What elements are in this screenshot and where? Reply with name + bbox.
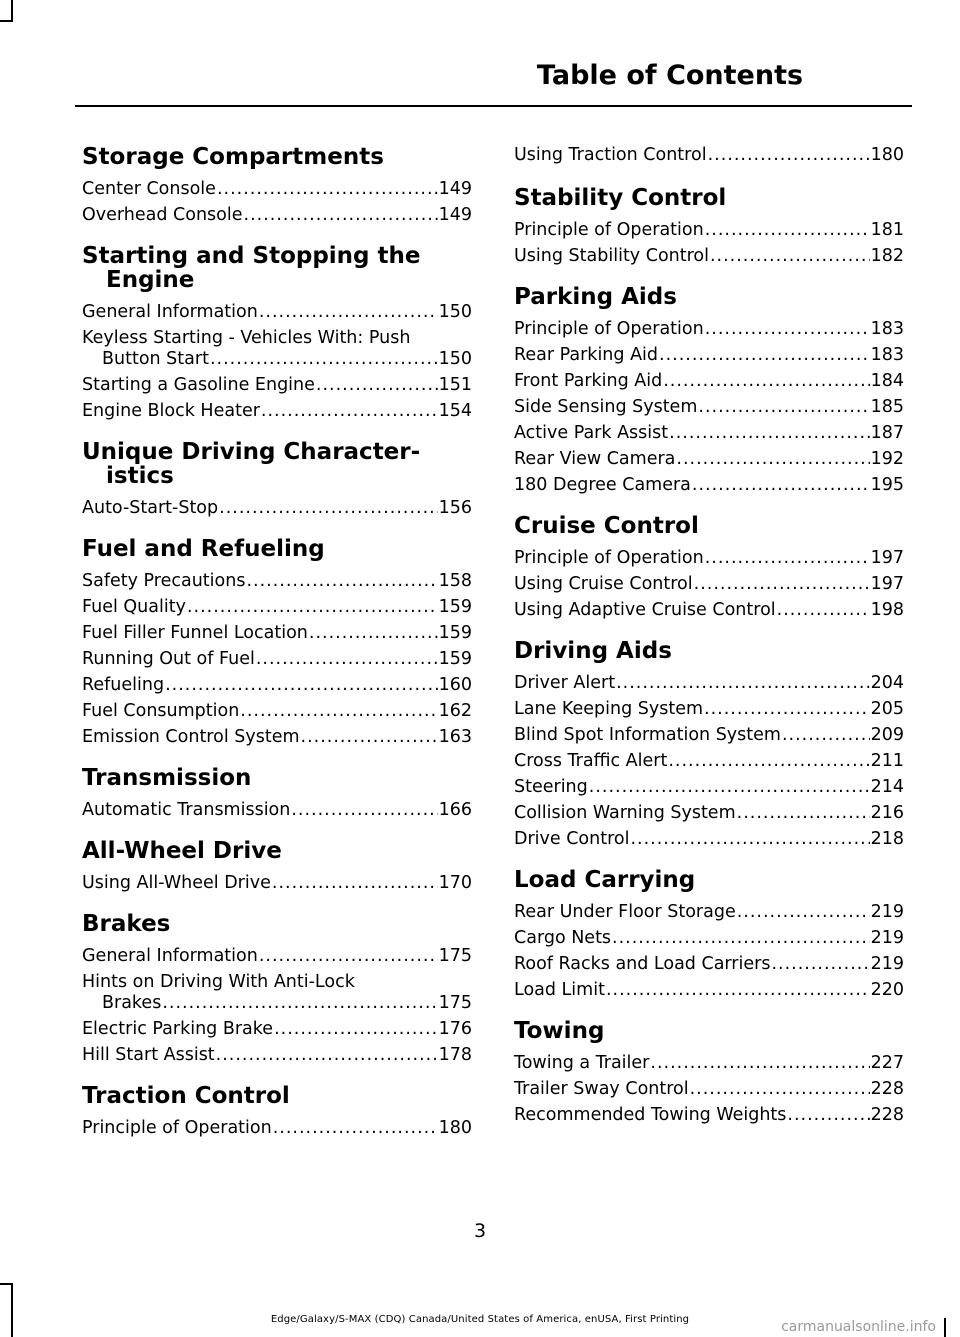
crop-mark-bottom-left-v	[11, 1283, 13, 1337]
toc-entry[interactable]	[82, 597, 472, 618]
leader-dots	[705, 220, 870, 241]
page-title: Table of Contents	[536, 60, 804, 91]
toc-entry-label: Center Console	[82, 179, 216, 199]
toc-section-title[interactable]: Storage Compartments	[82, 144, 384, 170]
leader-dots	[659, 345, 870, 366]
toc-entry-page: 195	[870, 475, 904, 495]
leader-dots	[630, 829, 869, 850]
toc-entry-label: Safety Precautions	[82, 571, 246, 591]
toc-entry-page: 204	[870, 673, 904, 693]
leader-dots	[606, 980, 870, 1001]
toc-section-title[interactable]: All-Wheel Drive	[82, 838, 282, 864]
leader-dots	[705, 548, 870, 569]
toc-entry[interactable]	[514, 423, 904, 444]
crop-mark-top-left-h	[0, 20, 13, 22]
leader-dots	[291, 800, 437, 821]
toc-entry-label: Roof Racks and Load Carriers	[514, 954, 771, 974]
leader-dots	[782, 725, 870, 746]
toc-entry-page: 162	[438, 701, 472, 721]
toc-entry-label: Fuel Quality	[82, 597, 186, 617]
toc-entry-label: Side Sensing System	[514, 397, 698, 417]
toc-entry-label: Principle of Operation	[514, 548, 704, 568]
toc-entry[interactable]	[514, 145, 904, 166]
toc-entry[interactable]	[82, 701, 472, 722]
toc-section-title[interactable]: Unique Driving Character-istics	[82, 439, 421, 489]
leader-dots	[737, 902, 870, 923]
leader-dots	[676, 449, 869, 470]
toc-entry-page: 178	[438, 1045, 472, 1065]
toc-entry[interactable]	[82, 800, 472, 821]
toc-entry-page: 156	[438, 498, 472, 518]
toc-entry-label: Rear Parking Aid	[514, 345, 659, 365]
toc-entry-label: Front Parking Aid	[514, 371, 663, 391]
toc-entry-label: 180 Degree Camera	[514, 475, 691, 495]
toc-entry-label: Driver Alert	[514, 673, 616, 693]
toc-entry-label: Collision Warning System	[514, 803, 736, 823]
toc-entry[interactable]	[82, 972, 472, 1014]
toc-entry-label: Emission Control System	[82, 727, 300, 747]
toc-entry-page: 175	[438, 946, 472, 966]
toc-section-title[interactable]: Driving Aids	[514, 638, 672, 664]
toc-entry-label: Hints on Driving With Anti-Lock	[82, 972, 355, 992]
toc-entry-page: 180	[870, 145, 904, 165]
toc-entry-label: Running Out of Fuel	[82, 649, 255, 669]
toc-entry-label: Recommended Towing Weights	[514, 1105, 787, 1125]
toc-entry-page: 176	[438, 1019, 472, 1039]
toc-entry-label: Engine Block Heater	[82, 401, 260, 421]
toc-entry-label: Principle of Operation	[514, 220, 704, 240]
toc-entry-label: General Information	[82, 946, 258, 966]
leader-dots	[705, 319, 870, 340]
toc-section-title[interactable]: Transmission	[82, 765, 252, 791]
toc-entry-label: Electric Parking Brake	[82, 1019, 274, 1039]
toc-entry-page: 197	[870, 548, 904, 568]
toc-section-title[interactable]: Brakes	[82, 911, 171, 937]
toc-section	[82, 766, 472, 821]
toc-entry-page: 219	[870, 902, 904, 922]
toc-entry[interactable]	[82, 873, 472, 894]
toc-section	[514, 868, 904, 1001]
toc-entry-page: 184	[870, 371, 904, 391]
toc-entry[interactable]	[514, 220, 904, 241]
leader-dots	[187, 597, 438, 618]
toc-entry-label: Active Park Assist	[514, 423, 669, 443]
toc-entry[interactable]	[82, 302, 472, 323]
toc-entry-page: 170	[438, 873, 472, 893]
toc-entry[interactable]	[514, 928, 904, 949]
toc-entry-page: 181	[870, 220, 904, 240]
toc-entry[interactable]	[514, 345, 904, 366]
leader-dots	[256, 649, 438, 670]
leader-dots	[650, 1053, 869, 1074]
toc-entry-label: Lane Keeping System	[514, 699, 704, 719]
toc-entry[interactable]	[82, 328, 472, 370]
toc-entry-page: 214	[870, 777, 904, 797]
toc-section	[514, 514, 904, 621]
toc-entry-label: Trailer Sway Control	[514, 1079, 689, 1099]
crop-mark-top-left-v	[11, 0, 13, 22]
leader-dots	[274, 1019, 438, 1040]
leader-dots	[261, 401, 438, 422]
toc-entry[interactable]	[514, 777, 904, 798]
leader-dots	[316, 375, 438, 396]
toc-entry-page: 150	[438, 302, 472, 322]
toc-entry-label: Using All-Wheel Drive	[82, 873, 271, 893]
toc-entry-page: 228	[870, 1079, 904, 1099]
toc-entry-label: Using Adaptive Cruise Control	[514, 600, 776, 620]
toc-section-title[interactable]: Load Carrying	[514, 867, 696, 893]
leader-dots	[216, 1045, 438, 1066]
toc-section-title[interactable]: Towing	[514, 1018, 605, 1044]
toc-section-title[interactable]: Traction Control	[82, 1083, 290, 1109]
leader-dots	[309, 623, 438, 644]
page-header	[0, 60, 960, 91]
toc-section-title[interactable]: Parking Aids	[514, 284, 677, 310]
toc-entry-page: 227	[870, 1053, 904, 1073]
toc-entry[interactable]	[82, 946, 472, 967]
leader-dots	[771, 954, 869, 975]
toc-entry-page: 180	[438, 1118, 472, 1138]
toc-entry[interactable]	[514, 600, 904, 621]
toc-entry[interactable]	[82, 727, 472, 748]
leader-dots	[704, 699, 870, 720]
leader-dots	[710, 246, 870, 267]
toc-entry[interactable]	[514, 475, 904, 496]
toc-entry[interactable]	[514, 1053, 904, 1074]
toc-entry[interactable]	[514, 319, 904, 340]
toc-entry-page: 158	[438, 571, 472, 591]
toc-entry-page: 218	[870, 829, 904, 849]
leader-dots	[777, 600, 870, 621]
toc-section-title[interactable]: Fuel and Refueling	[82, 536, 325, 562]
leader-dots	[612, 928, 870, 949]
toc-section	[82, 912, 472, 1066]
toc-section	[82, 145, 472, 226]
watermark: carmanualsonline.info	[781, 1319, 936, 1335]
toc-entry-label: Rear View Camera	[514, 449, 676, 469]
toc-entry[interactable]	[514, 751, 904, 772]
leader-dots	[273, 1118, 438, 1139]
toc-entry[interactable]	[82, 1019, 472, 1040]
toc-entry-page: 211	[870, 751, 904, 771]
toc-entry-label: Blind Spot Information System	[514, 725, 781, 745]
toc-entry-label-continued: Button Start	[102, 349, 209, 369]
toc-entry-page: 151	[438, 375, 472, 395]
footer-text: Edge/Galaxy/S-MAX (CDQ) Canada/United States of America, enUSA, First Printing	[270, 1314, 690, 1325]
toc-entry-page: 197	[870, 574, 904, 594]
toc-right-column	[514, 145, 904, 1144]
leader-dots	[698, 397, 869, 418]
leader-dots	[668, 751, 869, 772]
toc-left-column	[82, 145, 472, 1157]
leader-dots	[162, 993, 437, 1014]
leader-dots	[240, 701, 437, 722]
toc-entry[interactable]	[82, 205, 472, 226]
toc-entry-page: 175	[438, 993, 472, 1013]
toc-entry-label: Starting a Gasoline Engine	[82, 375, 315, 395]
toc-entry[interactable]	[514, 699, 904, 720]
leader-dots	[589, 777, 870, 798]
toc-entry-label: Principle of Operation	[82, 1118, 272, 1138]
toc-entry[interactable]	[514, 397, 904, 418]
toc-section	[514, 639, 904, 850]
toc-entry[interactable]	[82, 649, 472, 670]
toc-section	[514, 186, 904, 267]
toc-entry-label: Cross Traffic Alert	[514, 751, 668, 771]
leader-dots	[669, 423, 869, 444]
header-divider	[75, 105, 912, 107]
toc-entry[interactable]	[514, 548, 904, 569]
leader-dots	[690, 1079, 870, 1100]
leader-dots	[259, 302, 438, 323]
toc-entry[interactable]	[514, 1079, 904, 1100]
toc-entry-page: 192	[870, 449, 904, 469]
toc-entry-page: 150	[438, 349, 472, 369]
toc-entry-label: Principle of Operation	[514, 319, 704, 339]
toc-entry[interactable]	[82, 623, 472, 644]
toc-entry[interactable]	[514, 803, 904, 824]
toc-section	[82, 1084, 472, 1139]
toc-entry-label: Fuel Filler Funnel Location	[82, 623, 308, 643]
toc-entry[interactable]	[82, 375, 472, 396]
toc-entry-page: 159	[438, 597, 472, 617]
leader-dots	[246, 571, 437, 592]
toc-section	[514, 285, 904, 496]
toc-entry[interactable]	[514, 1105, 904, 1126]
toc-entry-page: 149	[438, 205, 472, 225]
toc-entry-label-continued: Brakes	[102, 993, 162, 1013]
toc-section	[82, 839, 472, 894]
toc-entry[interactable]	[514, 829, 904, 850]
toc-entry[interactable]	[82, 179, 472, 200]
toc-entry-page: 209	[870, 725, 904, 745]
toc-entry-label: Automatic Transmission	[82, 800, 291, 820]
toc-entry-page: 160	[438, 675, 472, 695]
toc-section	[82, 244, 472, 422]
toc-entry[interactable]	[514, 371, 904, 392]
leader-dots	[244, 205, 438, 226]
toc-entry-page: 219	[870, 928, 904, 948]
toc-entry-page: 163	[438, 727, 472, 747]
toc-section	[82, 537, 472, 748]
toc-entry-page: 159	[438, 623, 472, 643]
toc-entry-label: Using Traction Control	[514, 145, 707, 165]
toc-entry-page: 182	[870, 246, 904, 266]
toc-entry-label: Using Cruise Control	[514, 574, 693, 594]
leader-dots	[694, 574, 870, 595]
leader-dots	[301, 727, 438, 748]
toc-entry[interactable]	[514, 902, 904, 923]
leader-dots	[616, 673, 870, 694]
toc-section-title[interactable]: Starting and Stopping the Engine	[82, 243, 421, 293]
toc-entry[interactable]	[514, 980, 904, 1001]
toc-section-title[interactable]: Cruise Control	[514, 513, 699, 539]
toc-entry[interactable]	[514, 725, 904, 746]
leader-dots	[272, 873, 438, 894]
toc-entry-label: Towing a Trailer	[514, 1053, 650, 1073]
toc-entry-label: Cargo Nets	[514, 928, 612, 948]
toc-entry-page: 183	[870, 345, 904, 365]
leader-dots	[217, 179, 438, 200]
toc-entry[interactable]	[82, 571, 472, 592]
toc-entry[interactable]	[82, 675, 472, 696]
toc-entry-label: Auto-Start-Stop	[82, 498, 219, 518]
toc-entry[interactable]	[514, 246, 904, 267]
toc-entry-label: Load Limit	[514, 980, 605, 1000]
leader-dots	[165, 675, 438, 696]
toc-entry-label: Overhead Console	[82, 205, 243, 225]
toc-entry-label: Steering	[514, 777, 588, 797]
toc-entry-label: Keyless Starting - Vehicles With: Push	[82, 328, 411, 348]
page-number: 3	[473, 1220, 487, 1242]
toc-entry[interactable]	[82, 498, 472, 519]
toc-entry-label: Refueling	[82, 675, 165, 695]
leader-dots	[692, 475, 870, 496]
toc-entry[interactable]	[82, 401, 472, 422]
leader-dots	[708, 145, 870, 166]
toc-entry[interactable]	[514, 449, 904, 470]
toc-entry[interactable]	[82, 1118, 472, 1139]
toc-entry-page: 166	[438, 800, 472, 820]
toc-entry-page: 228	[870, 1105, 904, 1125]
toc-entry-page: 183	[870, 319, 904, 339]
toc-entry-page: 198	[870, 600, 904, 620]
toc-section	[82, 440, 472, 519]
crop-mark-bottom-left-h	[0, 1283, 13, 1285]
toc-entry-page: 219	[870, 954, 904, 974]
toc-entry[interactable]	[514, 954, 904, 975]
toc-entry-label: General Information	[82, 302, 258, 322]
leader-dots	[210, 349, 438, 370]
toc-entry-page: 154	[438, 401, 472, 421]
toc-entry-label: Drive Control	[514, 829, 630, 849]
leader-dots	[737, 803, 870, 824]
toc-section-title[interactable]: Stability Control	[514, 185, 727, 211]
toc-entry-page: 185	[870, 397, 904, 417]
toc-entry-page: 216	[870, 803, 904, 823]
toc-entry[interactable]	[82, 1045, 472, 1066]
toc-entry-page: 159	[438, 649, 472, 669]
toc-entry-label: Hill Start Assist	[82, 1045, 215, 1065]
toc-entry-page: 149	[438, 179, 472, 199]
toc-entry-label: Rear Under Floor Storage	[514, 902, 736, 922]
leader-dots	[259, 946, 438, 967]
toc-entry-page: 187	[870, 423, 904, 443]
toc-entry[interactable]	[514, 673, 904, 694]
toc-entry-page: 205	[870, 699, 904, 719]
toc-entry-label: Using Stability Control	[514, 246, 709, 266]
toc-entry-page: 220	[870, 980, 904, 1000]
toc-entry-label: Fuel Consumption	[82, 701, 240, 721]
toc-entry[interactable]	[514, 574, 904, 595]
toc-section	[514, 1019, 904, 1126]
leader-dots	[787, 1105, 869, 1126]
leader-dots	[663, 371, 869, 392]
leader-dots	[219, 498, 437, 519]
